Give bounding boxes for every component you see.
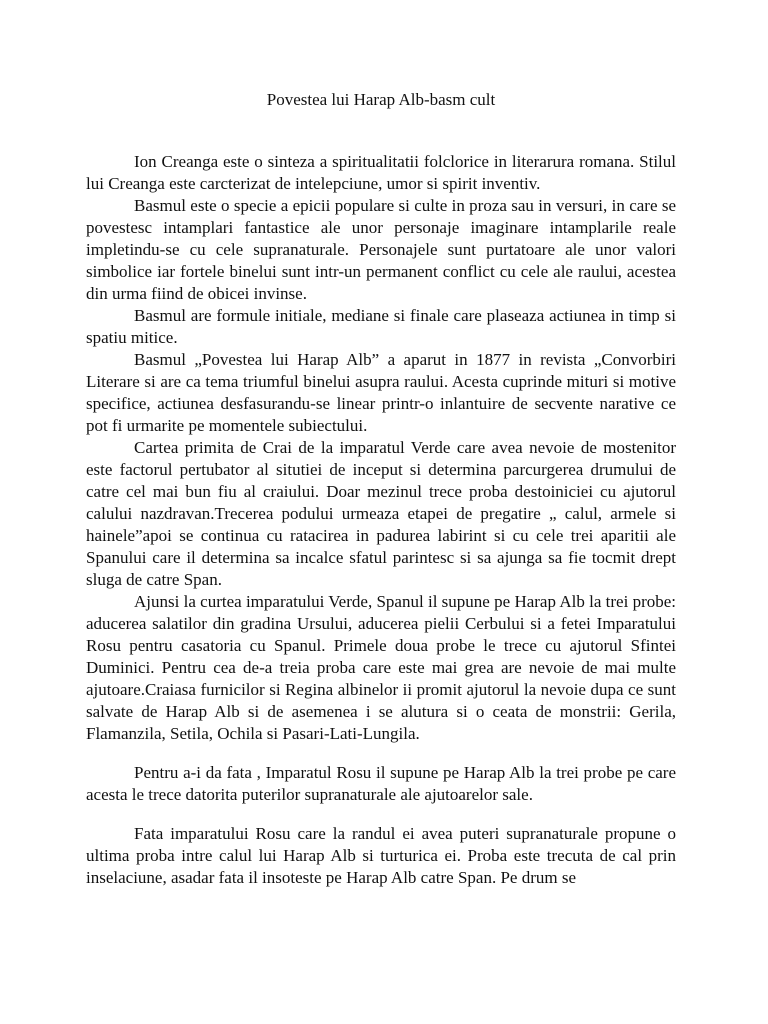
paragraph-basm-definition: Basmul este o specie a epicii populare si culte in proza sau in versuri, in care se povestesc intamplari fantastice ale unor personaje imaginare intamplarile reale impletindu-se cu cele supranaturale. Personajele sunt purtatoare ale unor valori simbolice iar fortele binelui sunt intr-un permanent conflict cu cele ale raului, acestea din urma fiind de obicei invinse. bbox=[86, 196, 676, 303]
paragraph-cartea-primita: Cartea primita de Crai de la imparatul Verde care avea nevoie de mostenitor este factorul pertubator al situtiei de inceput si determina parcurgerea drumului de catre cel mai bun fiu al craiului. Doar mezinul trece proba destoiniciei cu ajutorul calului nazdravan.Trecerea podului urmeaza etapei de pregatire „ calul, armele si hainele”apoi se continua cu ratacirea in padurea labirint si cu cele trei aparitii ale Spanului care il determina sa incalce sfatul parintesc si sa ajunga sa fie tocmit drept sluga de catre Span. bbox=[86, 438, 676, 589]
paragraph-formule: Basmul are formule initiale, mediane si finale care plaseaza actiunea in timp si spatiu mitice. bbox=[86, 306, 676, 347]
paragraph-aparitie: Basmul „Povestea lui Harap Alb” a aparut in 1877 in revista „Convorbiri Literare si are ca tema triumful binelui asupra raului. Acesta cuprinde mituri si motive specifice, actiunea desfasurandu-se linear printr-o inlantuire de secvente narative ce pot fi urmarite pe momentele subiectului. bbox=[86, 350, 676, 435]
paragraph-intro: Ion Creanga este o sinteza a spiritualitatii folclorice in literarura romana. Stilul lui Creanga este carcterizat de intelepciune, umor si spirit inventiv. bbox=[86, 152, 676, 193]
paragraph-proba-finala: Fata imparatului Rosu care la randul ei avea puteri supranaturale propune o ultima proba intre calul lui Harap Alb si turturica ei. Proba este trecuta de cal prin inselaciune, asadar fata il insoteste pe Harap Alb catre Span. Pe drum se bbox=[86, 824, 676, 887]
document-page bbox=[86, 0, 676, 1024]
paragraph-probe-imparat-rosu: Pentru a-i da fata , Imparatul Rosu il supune pe Harap Alb la trei probe pe care acesta le trece datorita puterilor supranaturale ale ajutoarelor sale. bbox=[86, 763, 676, 804]
document-body bbox=[86, 151, 676, 889]
document-title: Povestea lui Harap Alb-basm cult bbox=[266, 90, 496, 109]
paragraph-probe-span: Ajunsi la curtea imparatului Verde, Spanul il supune pe Harap Alb la trei probe: aducerea salatilor din gradina Ursului, aducerea pielii Cerbului si a fetei Imparatului Rosu pentru casatoria cu Spanul. Primele doua probe le trece cu ajutorul Sfintei Duminici. Pentru cea de-a treia proba care este mai grea are nevoie de mai multe ajutoare.Craiasa furnicilor si Regina albinelor ii promit ajutorul la nevoie dupa ce sunt salvate de Harap Alb si de asemenea i se alutura si o ceata de monstrii: Gerila, Flamanzila, Setila, Ochila si Pasari-Lati-Lungila. bbox=[86, 592, 676, 743]
